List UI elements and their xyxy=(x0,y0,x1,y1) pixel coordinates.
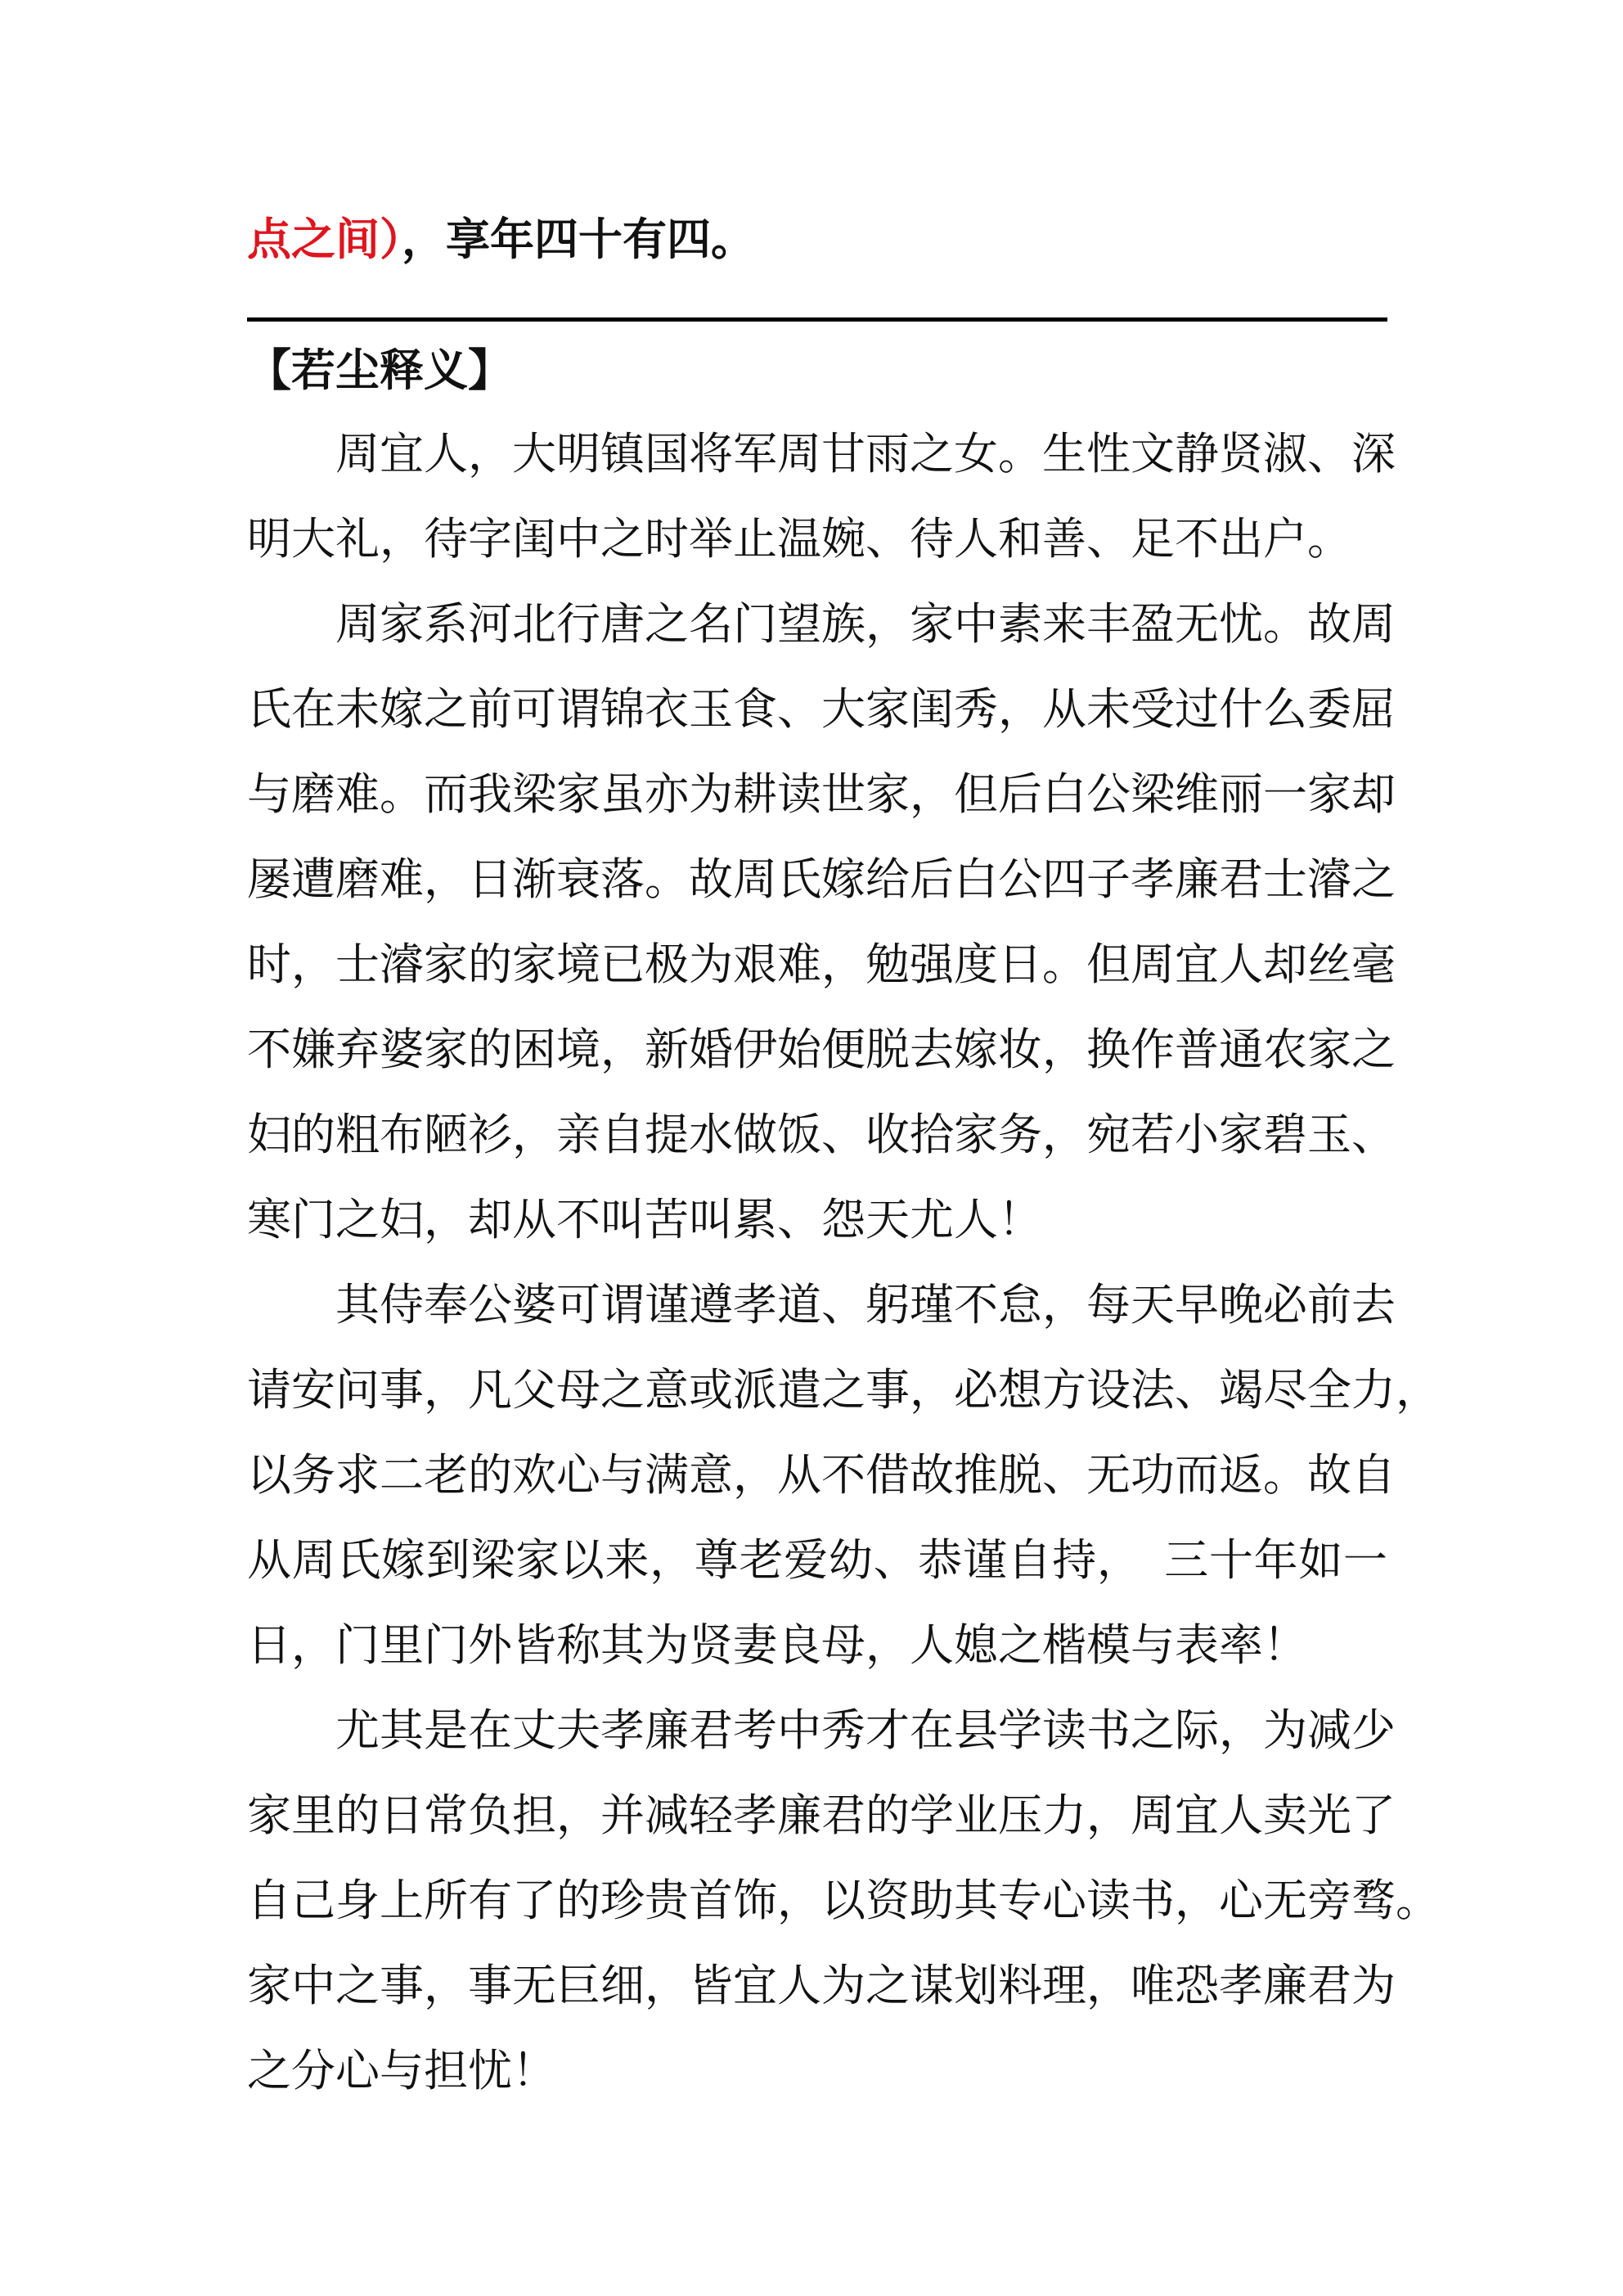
paragraph-2-line-1: 周家系河北行唐之名门望族，家中素来丰盈无忧。故周 xyxy=(335,598,1396,650)
paragraph-3-line-4: 从周氏嫁到梁家以来，尊老爱幼、恭谨自持， 三十年如一 xyxy=(247,1534,1387,1586)
paragraph-2-line-5: 时，士濬家的家境已极为艰难，勉强度日。但周宜人却丝毫 xyxy=(247,939,1396,990)
paragraph-2-line-8: 寒门之妇，却从不叫苦叫累、怨天尤人！ xyxy=(247,1194,1042,1245)
continuation-text: ，享年四十有四。 xyxy=(402,213,755,265)
paragraph-2-line-2: 氏在未嫁之前可谓锦衣玉食、大家闺秀，从未受过什么委屈 xyxy=(247,683,1396,735)
horizontal-rule xyxy=(247,317,1387,322)
paragraph-1-line-2: 明大礼，待字闺中之时举止温婉、待人和善、足不出户。 xyxy=(247,513,1351,565)
paragraph-3-line-5: 日，门里门外皆称其为贤妻良母，人媳之楷模与表率！ xyxy=(247,1619,1307,1671)
red-annotation-text: 点之间） xyxy=(247,213,402,265)
paragraph-2-line-7: 妇的粗布陋衫，亲自提水做饭、收拾家务，宛若小家碧玉、 xyxy=(247,1109,1396,1160)
paragraph-4-line-2: 家里的日常负担，并减轻孝廉君的学业压力，周宜人卖光了 xyxy=(247,1790,1396,1841)
paragraph-2-line-4: 屡遭磨难，日渐衰落。故周氏嫁给后白公四子孝廉君士濬之 xyxy=(247,853,1396,905)
continuation-line xyxy=(247,196,1387,281)
paragraph-2-line-3: 与磨难。而我梁家虽亦为耕读世家，但后白公梁维丽一家却 xyxy=(247,768,1396,820)
paragraph-3-line-2: 请安问事，凡父母之意或派遣之事，必想方设法、竭尽全力， xyxy=(247,1364,1440,1416)
paragraph-1-line-1: 周宜人，大明镇国将军周甘雨之女。生性文静贤淑、深 xyxy=(335,428,1396,479)
paragraph-4-line-4: 家中之事，事无巨细，皆宜人为之谋划料理，唯恐孝廉君为 xyxy=(247,1960,1396,2011)
paragraph-4-line-3: 自己身上所有了的珍贵首饰，以资助其专心读书，心无旁骛。 xyxy=(247,1875,1440,1926)
paragraph-4-line-5: 之分心与担忧！ xyxy=(247,2045,556,2096)
section-heading: 【若尘释义】 xyxy=(247,344,512,396)
paragraph-3-line-1: 其侍奉公婆可谓谨遵孝道、躬瑾不怠，每天早晚必前去 xyxy=(335,1279,1396,1330)
paragraph-2-line-6: 不嫌弃婆家的困境，新婚伊始便脱去嫁妆，换作普通农家之 xyxy=(247,1024,1396,1075)
paragraph-4-line-1: 尤其是在丈夫孝廉君考中秀才在县学读书之际，为减少 xyxy=(335,1704,1396,1756)
paragraph-3-line-3: 以务求二老的欢心与满意，从不借故推脱、无功而返。故自 xyxy=(247,1449,1396,1501)
